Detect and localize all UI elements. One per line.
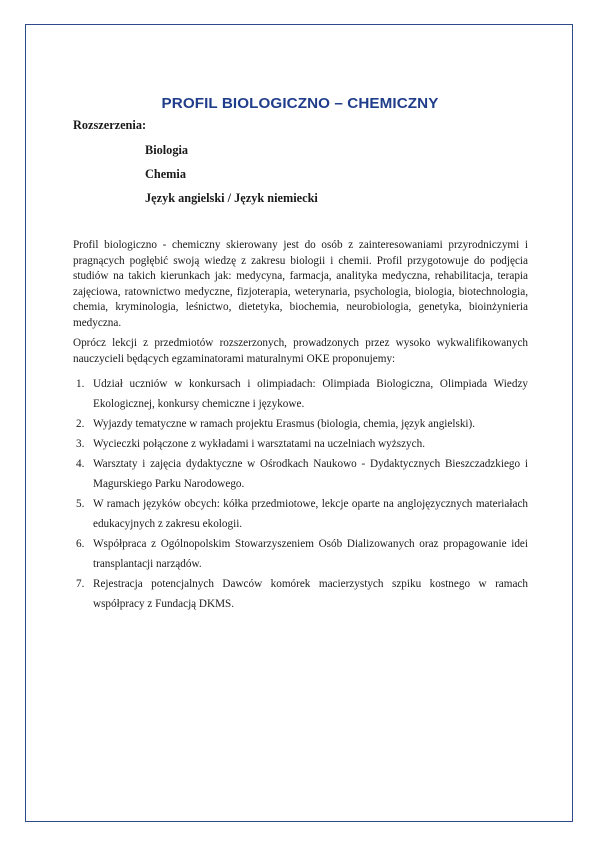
- list-item-text: Udział uczniów w konkursach i olimpiadach: Olimpiada Biologiczna, Olimpiada Wiedzy Ekologicznej, konkursy chemiczne i językowe.: [93, 378, 528, 410]
- offer-lead-paragraph: Oprócz lekcji z przedmiotów rozszerzonych, prowadzonych przez wysoko wykwalifikowanych nauczycieli będących egzaminatorami maturalnymi OKE proponujemy:: [73, 337, 528, 365]
- list-item-number: 5.: [76, 498, 85, 510]
- list-item-text: Wyjazdy tematyczne w ramach projektu Erasmus (biologia, chemia, język angielski).: [93, 418, 476, 430]
- list-item-text: W ramach języków obcych: kółka przedmiotowe, lekcje oparte na anglojęzycznych materiałach edukacyjnych z zakresu ekologii.: [93, 498, 528, 530]
- list-item-text: Warsztaty i zajęcia dydaktyczne w Ośrodkach Naukowo - Dydaktycznych Bieszczadzkiego i Magurskiego Parku Narodowego.: [93, 458, 528, 490]
- extensions-list: [145, 142, 318, 214]
- list-item-number: 1.: [76, 378, 85, 390]
- list-item-number: 4.: [76, 458, 85, 470]
- extension-item-languages: Język angielski / Język niemiecki: [145, 191, 318, 205]
- list-item: [73, 534, 528, 574]
- list-item: [73, 374, 528, 414]
- list-item-number: 7.: [76, 578, 85, 590]
- list-item-number: 6.: [76, 538, 85, 550]
- list-item: [73, 414, 528, 434]
- list-item: [73, 454, 528, 494]
- extension-item-chemistry: Chemia: [145, 167, 186, 181]
- list-item-number: 2.: [76, 418, 85, 430]
- extensions-label: Rozszerzenia:: [73, 118, 147, 132]
- page-title: PROFIL BIOLOGICZNO – CHEMICZNY: [161, 95, 439, 112]
- list-item-text: Współpraca z Ogólnopolskim Stowarzyszeniem Osób Dializowanych oraz propagowanie idei transplantacji narządów.: [93, 538, 528, 570]
- offer-list: [73, 374, 528, 614]
- list-item: [73, 494, 528, 534]
- intro-paragraph: Profil biologiczno - chemiczny skierowany jest do osób z zainteresowaniami przyrodniczymi i pragnących pogłębić swoją wiedzę z zakresu biologii i chemii. Profil przygotowuje do podjęcia studiów na takich kierunkach jak: medycyna, farmacja, analityka medyczna, rehabilitacja, terapia zajęciowa, ratownictwo medyczne, fizjoterapia, weterynaria, psychologia, biologia, biotechnologia, chemia, kryminologia, leśnictwo, dietetyka, biochemia, neurobiologia, genetyka, bioinżynieria medyczna.: [73, 239, 528, 329]
- list-item: [73, 574, 528, 614]
- list-item-text: Wycieczki połączone z wykładami i warsztatami na uczelniach wyższych.: [93, 438, 425, 450]
- list-item-text: Rejestracja potencjalnych Dawców komórek macierzystych szpiku kostnego w ramach współpracy z Fundacją DKMS.: [93, 578, 528, 610]
- list-item: [73, 434, 528, 454]
- extension-item-biology: Biologia: [145, 143, 189, 157]
- list-item-number: 3.: [76, 438, 85, 450]
